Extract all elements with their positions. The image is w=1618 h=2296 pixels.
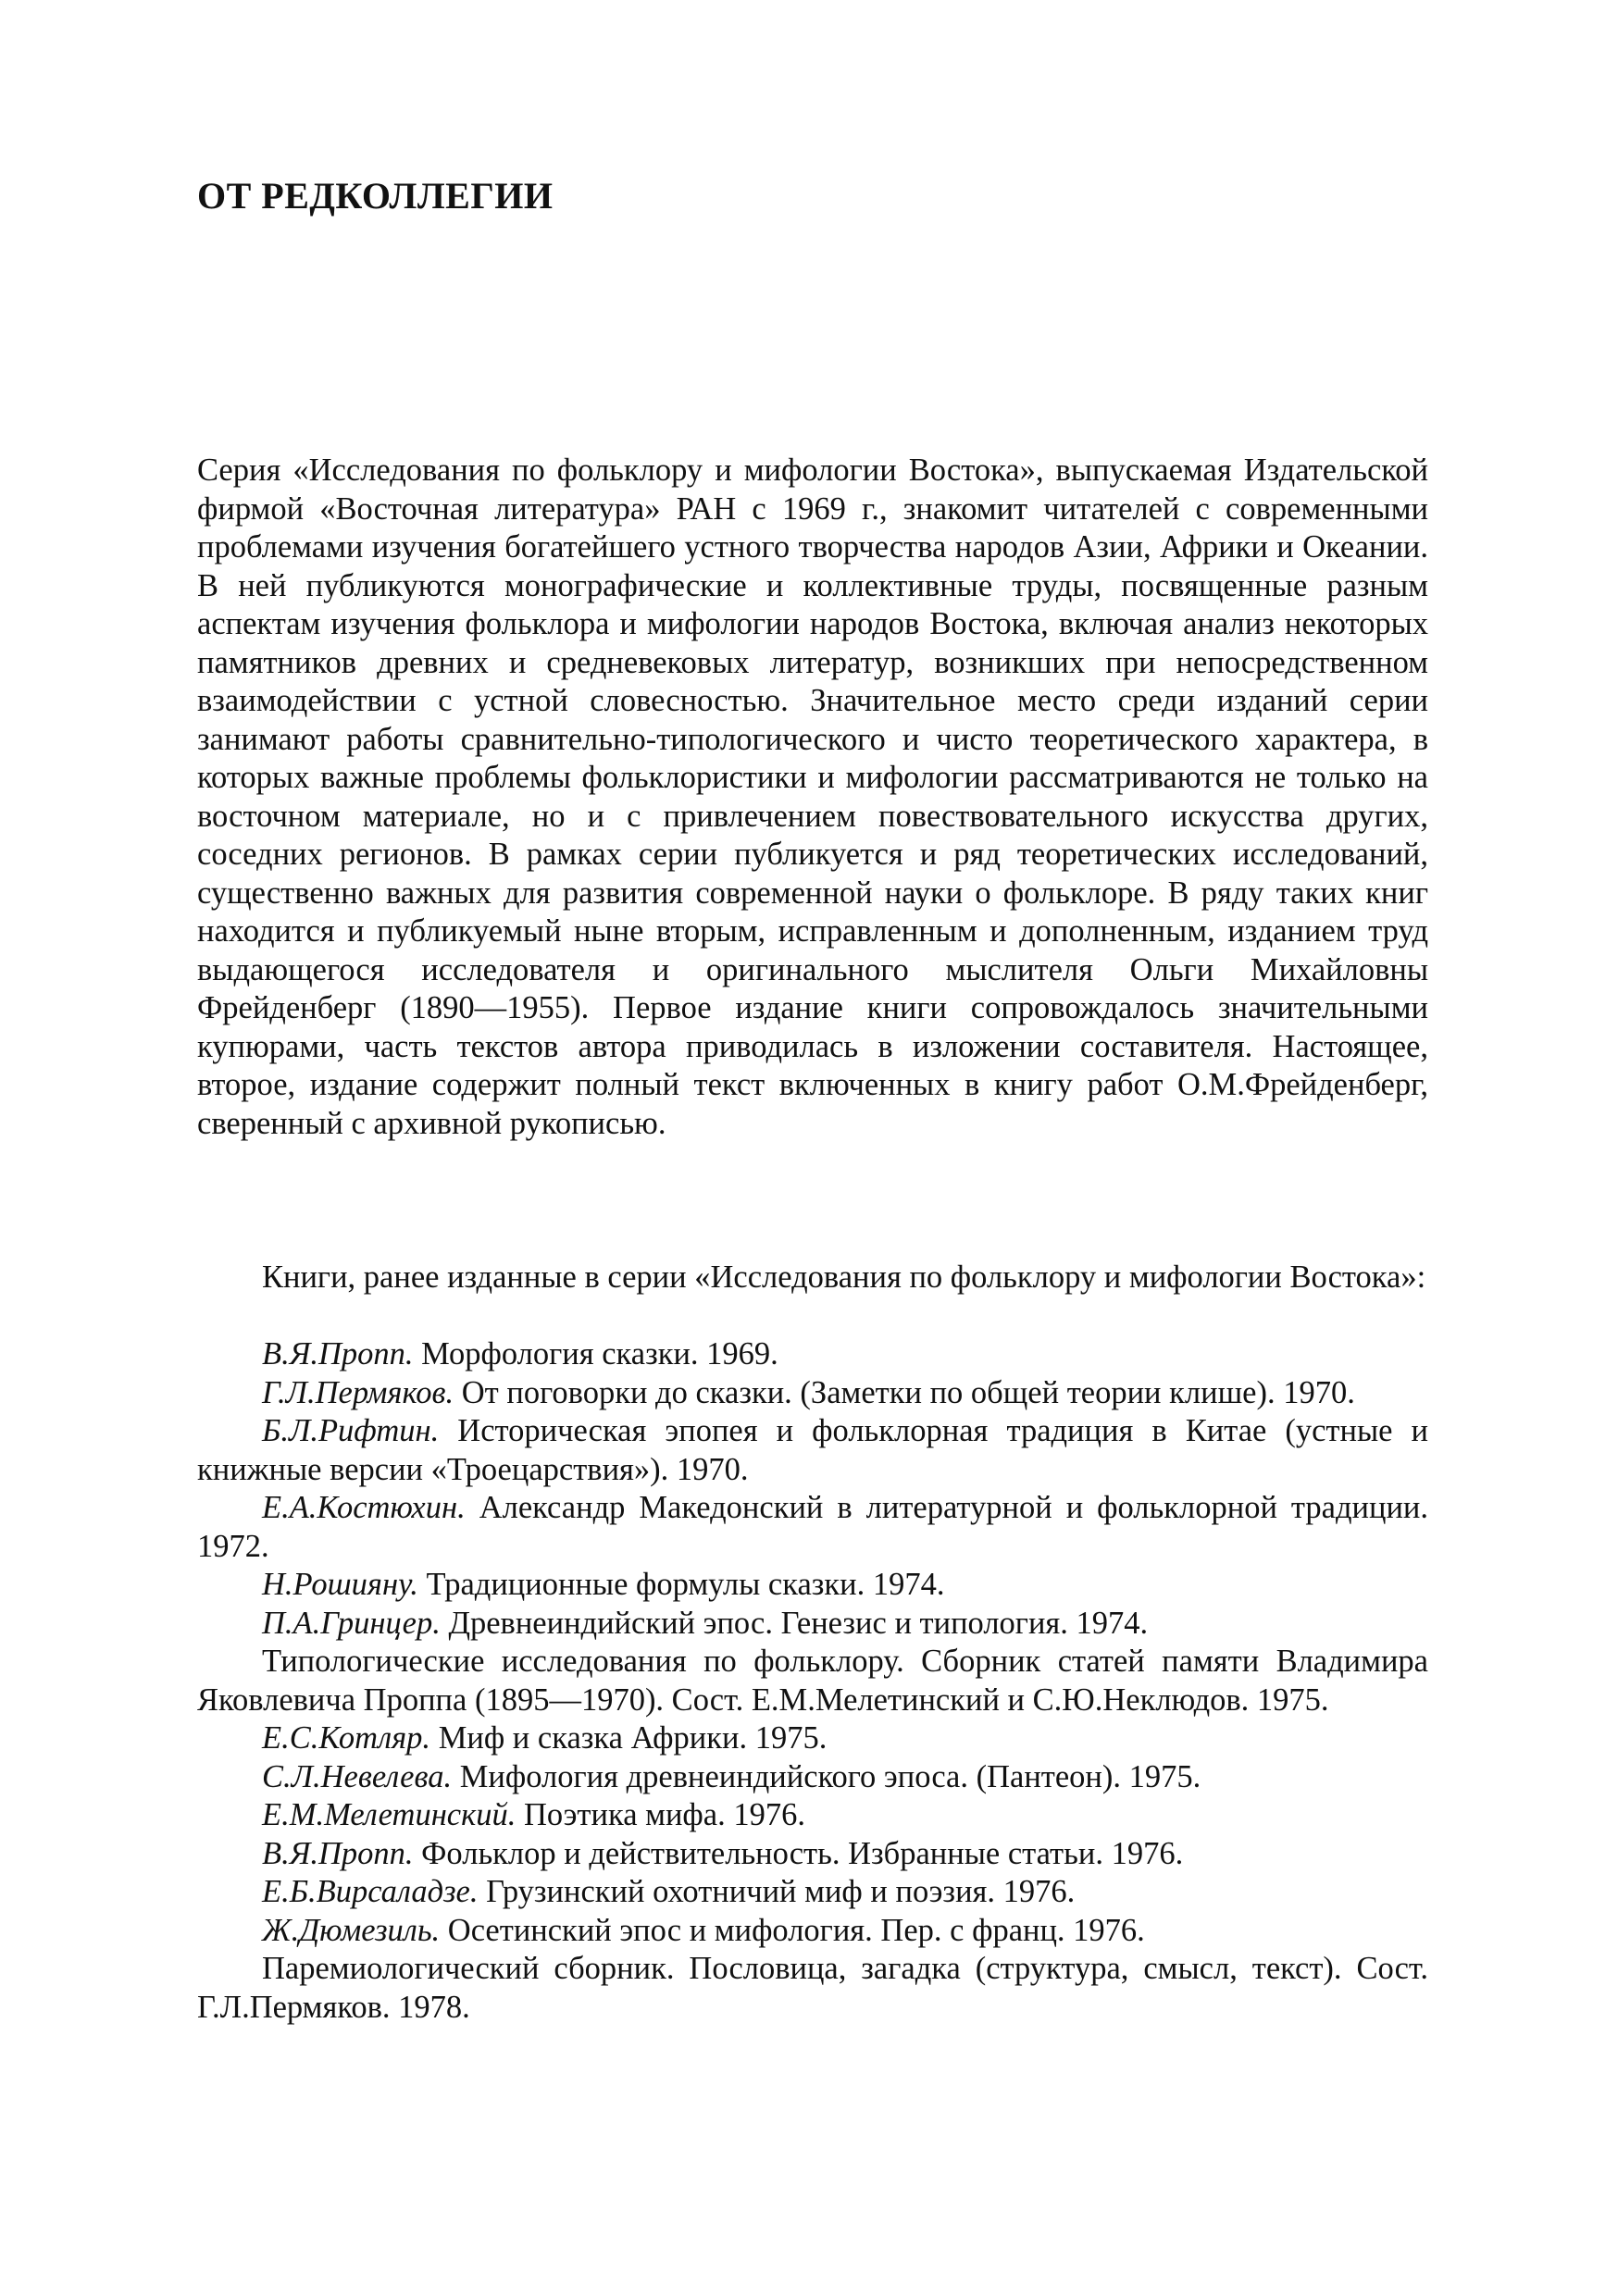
book-author: Н.Рошияну.: [262, 1567, 418, 1602]
book-author: Ж.Дюмезиль.: [262, 1912, 441, 1948]
book-title: Грузинский охотничий миф и поэзия. 1976.: [478, 1874, 1076, 1909]
page-title: ОТ РЕДКОЛЛЕГИИ: [197, 175, 554, 217]
book-title: Фольклор и действительность. Избранные статьи. 1976.: [413, 1835, 1184, 1871]
book-author: П.А.Гринцер.: [262, 1605, 441, 1641]
list-item: [197, 1719, 1428, 1758]
list-item: [197, 1758, 1428, 1797]
book-title: Историческая эпопея и фольклорная традиция в Китае (устные и книжные версии «Троецарствия»). 1970.: [197, 1413, 1428, 1487]
book-author: Е.А.Костюхин.: [262, 1490, 466, 1525]
intro-paragraph: Серия «Исследования по фольклору и мифологии Востока», выпускаемая Издательской фирмой «Восточная литература» РАН с 1969 г., знакомит читателей с современными проблемами изучения богатейшего устного творчества народов Азии, Африки и Океании. В ней публикуются монографические и коллективные труды, посвященные разным аспектам изучения фольклора и мифологии народов Востока, включая анализ некоторых памятников древних и средневековых литератур, возникших при непосредственном взаимодействии с устной словесностью. Значительное место среди изданий серии занимают работы сравнительно-типологического и чисто теоретического характера, в которых важные проблемы фольклористики и мифологии рассматриваются не только на восточном материале, но и с привлечением повествовательного искусства других, соседних регионов. В рамках серии публикуется и ряд теоретических исследований, существенно важных для развития современной науки о фольклоре. В ряду таких книг находится и публикуемый ныне вторым, исправленным и дополненным, изданием труд выдающегося исследователя и оригинального мыслителя Ольги Михайловны Фрейденберг (1890—1955). Первое издание книги сопровождалось значительными купюрами, часть текстов автора приводилась в изложении составителя. Настоящее, второе, издание содержит полный текст включенных в книгу работ О.М.Фрейденберг, сверенный с архивной рукописью.: [197, 453, 1428, 1141]
book-title: Александр Македонский в литературной и фольклорной традиции. 1972.: [197, 1490, 1428, 1564]
book-title: Паремиологический сборник. Пословица, загадка (структура, смысл, текст). Сост. Г.Л.Пермяков. 1978.: [197, 1951, 1428, 2025]
book-author: В.Я.Пропп.: [262, 1835, 414, 1871]
book-title: Осетинский эпос и мифология. Пер. с франц. 1976.: [440, 1912, 1145, 1948]
book-author: Б.Л.Рифтин.: [262, 1413, 440, 1448]
book-author: Е.Б.Вирсаладзе.: [262, 1874, 479, 1909]
list-item: [197, 1489, 1428, 1566]
book-title: Морфология сказки. 1969.: [413, 1336, 778, 1371]
book-author: Г.Л.Пермяков.: [262, 1374, 454, 1410]
book-author: С.Л.Невелева.: [262, 1758, 453, 1794]
list-item: [197, 1950, 1428, 2027]
book-title: Мифология древнеиндийского эпоса. (Пантеон). 1975.: [452, 1758, 1201, 1794]
list-item: [197, 1912, 1428, 1951]
list-item: [197, 1335, 1428, 1374]
books-list-intro: Книги, ранее изданные в серии «Исследования по фольклору и мифологии Востока»:: [262, 1260, 1426, 1295]
book-author: Е.М.Мелетинский.: [262, 1797, 517, 1832]
book-title: Типологические исследования по фольклору. Сборник статей памяти Владимира Яковлевича Проппа (1895—1970). Сост. Е.М.Мелетинский и С.Ю.Неклюдов. 1975.: [197, 1644, 1428, 1718]
book-author: Е.С.Котляр.: [262, 1720, 431, 1756]
list-item: [197, 1374, 1428, 1413]
book-author: В.Я.Пропп.: [262, 1336, 414, 1371]
book-title: Древнеиндийский эпос. Генезис и типология. 1974.: [440, 1605, 1149, 1641]
list-item: [197, 1796, 1428, 1835]
book-title: Традиционные формулы сказки. 1974.: [417, 1567, 945, 1602]
book-title: От поговорки до сказки. (Заметки по общей теории клише). 1970.: [454, 1374, 1355, 1410]
list-item: [197, 1873, 1428, 1912]
list-item: [197, 1643, 1428, 1719]
list-item: [197, 1835, 1428, 1874]
books-list: [197, 1335, 1428, 2027]
book-title: Поэтика мифа. 1976.: [516, 1797, 805, 1832]
list-item: [197, 1412, 1428, 1489]
document-page: [197, 0, 1428, 2296]
list-item: [197, 1605, 1428, 1644]
list-item: [197, 1566, 1428, 1605]
book-title: Миф и сказка Африки. 1975.: [430, 1720, 828, 1756]
